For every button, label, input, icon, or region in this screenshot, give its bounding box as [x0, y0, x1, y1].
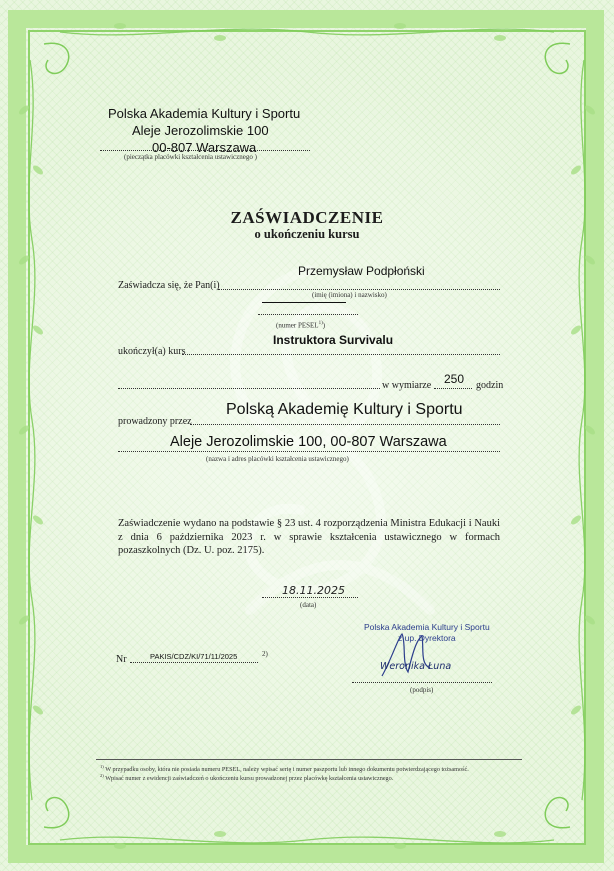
address-caption: (nazwa i adres placówki kształcenia ustawicznego)	[206, 455, 349, 463]
course-value: Instruktora Survivalu	[273, 333, 394, 347]
course-line	[182, 354, 500, 355]
pesel-redaction-line	[262, 302, 346, 303]
name-caption: (imię (imiona) i nazwisko)	[312, 291, 387, 299]
footnote-divider	[96, 759, 522, 760]
hours-value: 250	[444, 372, 465, 386]
signer-organization: Polska Akademia Kultury i Sportu	[364, 622, 490, 632]
name-line	[218, 289, 500, 290]
conductor-value: Polską Akademię Kultury i Sportu	[226, 401, 463, 418]
pesel-line	[258, 314, 358, 315]
institution-name: Polska Akademia Kultury i Sportu	[108, 106, 301, 121]
institution-city: 00-807 Warszawa	[152, 140, 257, 155]
address-value: Aleje Jerozolimskie 100, 00-807 Warszawa	[170, 434, 447, 450]
certify-label: Zaświadcza się, że Pan(i)	[118, 280, 220, 291]
pesel-caption: (numer PESEL$^{1)}$)	[276, 321, 326, 330]
hours-line	[434, 388, 472, 389]
number-value: PAKIS/CDZ/KI/71/11/2025	[150, 652, 238, 661]
completed-label: ukończył(a) kurs	[118, 346, 186, 357]
name-value: Przemysław Podpłoński	[298, 264, 425, 278]
number-footnote-mark: 2)	[262, 650, 268, 658]
address-line	[118, 451, 500, 452]
document-subtitle: o ukończeniu kursu	[254, 227, 360, 241]
signature-line	[352, 682, 492, 683]
number-line	[130, 662, 258, 663]
date-caption: (data)	[300, 601, 317, 609]
legal-basis-text: Zaświadczenie wydano na podstawie § 23 ust. 4 rozporządzenia Ministra Edukacji i Nauki z dnia 6 października 2023 r. w sprawie kształcenia ustawicznego w formach pozaszkolnych (Dz. U. poz. 2175).	[118, 518, 500, 556]
conducted-label: prowadzony przez	[118, 416, 192, 427]
hours-suffix: godzin	[476, 380, 504, 391]
hours-prefix: w wymiarze	[382, 380, 432, 391]
signer-role: z up. Dyrektora	[398, 633, 456, 643]
date-line	[262, 597, 358, 598]
signature-caption: (podpis)	[410, 686, 434, 694]
footnote-1: $^{1)}$ W przypadku osoby, która nie posiada numeru PESEL, należy wpisać serię i numer paszportu lub innego dokumentu potwierdzającego tożsamość.	[100, 764, 469, 774]
institution-street: Aleje Jerozolimskie 100	[132, 123, 269, 138]
stamp-line	[100, 150, 310, 151]
signature-scribble	[372, 628, 442, 686]
date-value: 18.11.2025	[282, 584, 345, 597]
signer-name: Weronika Łuna	[380, 661, 452, 672]
document-title: ZAŚWIADCZENIE	[230, 208, 384, 227]
conductor-line	[190, 424, 500, 425]
number-label: Nr	[116, 654, 127, 665]
stamp-caption: (pieczątka placówki kształcenia ustawicznego )	[124, 153, 257, 161]
footnote-2: $^{2)}$ Wpisać numer z ewidencji zaświadczeń o ukończeniu kursu prowadzonej przez placówkę kształcenia ustawicznego.	[100, 773, 394, 783]
hours-prefix-line	[118, 388, 380, 389]
